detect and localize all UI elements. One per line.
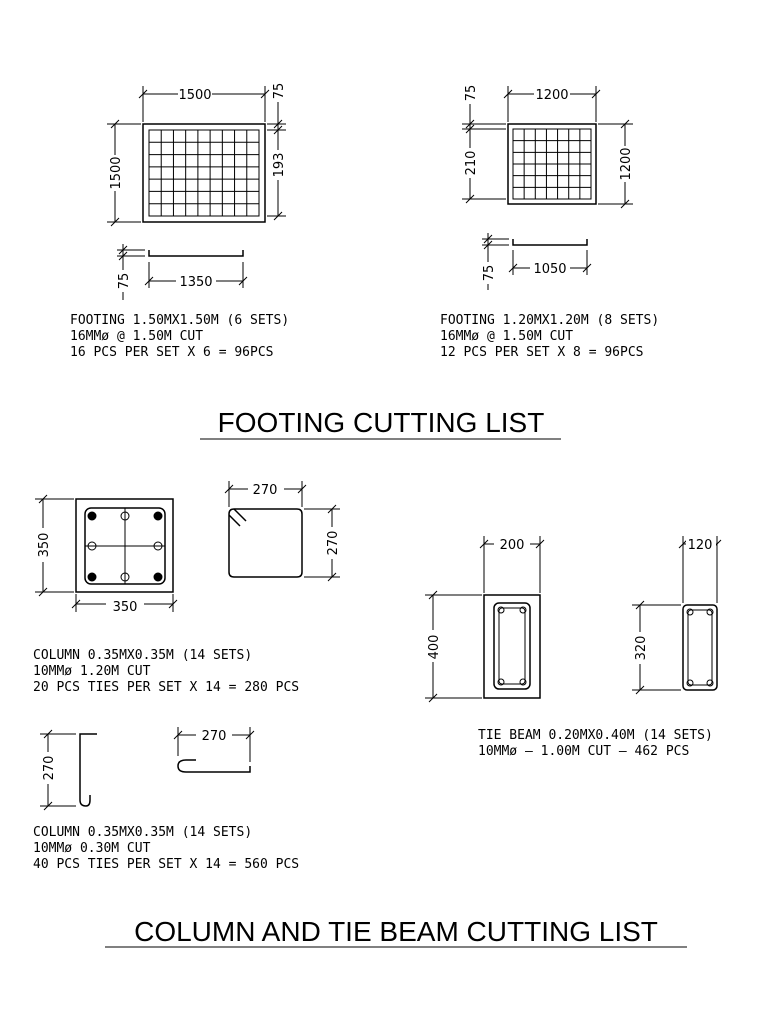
footing-a-mesh-border (149, 130, 259, 216)
column-a-note-2: 10MMø 1.20M CUT (33, 664, 151, 679)
footing-section-title: FOOTING CUTTING LIST (217, 407, 545, 438)
column-a-note-3: 20 PCS TIES PER SET X 14 = 280 PCS (33, 680, 300, 695)
column-a-section (35, 481, 340, 613)
column-b-note-1: COLUMN 0.35MX0.35M (14 SETS) (33, 825, 253, 840)
column-b-dim-left: 270 (42, 755, 57, 781)
footing-b-dim-left: 210 (464, 150, 479, 176)
tie-beam-outline (484, 595, 540, 698)
footing-b-note-1: FOOTING 1.20MX1.20M (8 SETS) (440, 313, 660, 328)
column-b-tie-shape (178, 760, 250, 772)
footing-b-dim-bar-length: 1050 (533, 262, 567, 277)
footing-a-dim-top: 1500 (178, 88, 212, 103)
footing-a-note-1: FOOTING 1.50MX1.50M (6 SETS) (70, 313, 290, 328)
column-a-note-1: COLUMN 0.35MX0.35M (14 SETS) (33, 648, 253, 663)
footing-b-note-3: 12 PCS PER SET X 8 = 96PCS (440, 345, 644, 360)
footing-b-dim-right: 1200 (619, 147, 634, 181)
footing-a-note-3: 16 PCS PER SET X 6 = 96PCS (70, 345, 274, 360)
footing-a-mesh (149, 130, 259, 216)
footing-b-dim-top: 1200 (535, 88, 569, 103)
footing-b-bar-shape (513, 239, 587, 245)
column-a-tie-shape (229, 509, 302, 577)
tie-beam-note-1: TIE BEAM 0.20MX0.40M (14 SETS) (478, 728, 713, 743)
column-a-dim-left: 350 (37, 532, 52, 558)
column-b-note-2: 10MMø 0.30M CUT (33, 841, 151, 856)
footing-b-dim-cover-top: 75 (464, 84, 479, 102)
footing-a-detail (107, 80, 286, 300)
tie-beam-dim-left: 400 (427, 634, 442, 660)
footing-b-dim-bar-hook: 75 (482, 264, 497, 282)
column-section-title: COLUMN AND TIE BEAM CUTTING LIST (134, 916, 658, 947)
column-b-dim-top: 270 (201, 729, 227, 744)
tie-beam-dim-left-2: 320 (634, 635, 649, 661)
column-a-tie-dim-right: 270 (326, 530, 341, 556)
footing-a-dim-bar-length: 1350 (179, 275, 213, 290)
column-b-bar-shape (80, 734, 97, 806)
column-a-dim-bottom: 350 (112, 600, 138, 615)
footing-b-note-2: 16MMø @ 1.50M CUT (440, 329, 574, 344)
footing-b-detail (462, 82, 633, 290)
tie-beam-note-2: 10MMø – 1.00M CUT – 462 PCS (478, 744, 690, 759)
tie-beam-dim-top-2: 120 (687, 538, 713, 553)
footing-a-dim-right: 193 (272, 152, 287, 178)
column-b-note-3: 40 PCS TIES PER SET X 14 = 560 PCS (33, 857, 300, 872)
footing-a-dim-left: 1500 (109, 156, 124, 190)
footing-a-dim-cover-top: 75 (272, 82, 287, 100)
tie-beam-section (425, 536, 721, 702)
footing-a-bar-shape (149, 250, 243, 256)
footing-a-dim-bar-hook: 75 (117, 272, 132, 290)
tie-beam-dim-top: 200 (499, 538, 525, 553)
footing-b-mesh (513, 129, 591, 199)
footing-a-note-2: 16MMø @ 1.50M CUT (70, 329, 204, 344)
column-a-tie-dim-top: 270 (252, 483, 278, 498)
